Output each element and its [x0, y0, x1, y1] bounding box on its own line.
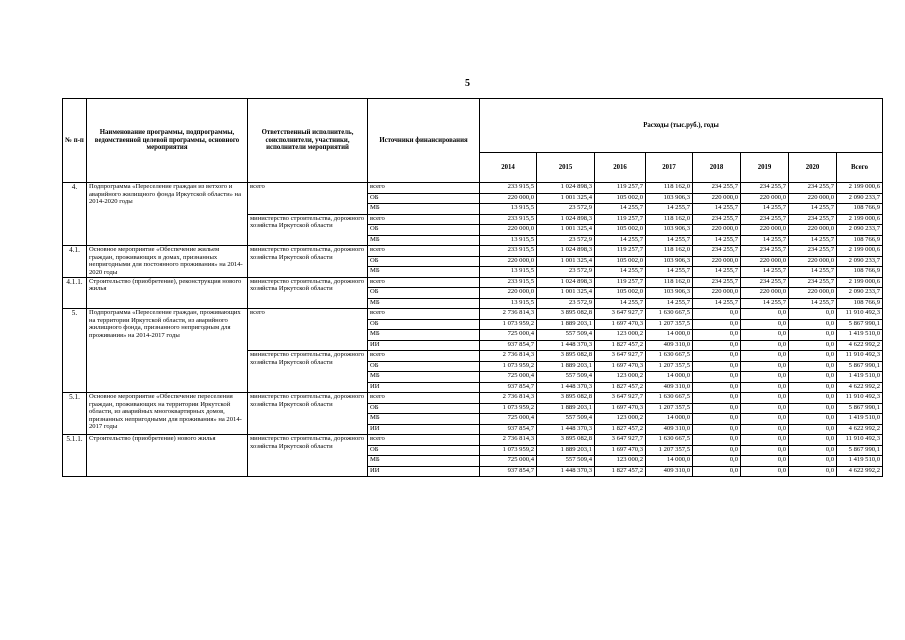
funding-source: МБ: [368, 235, 480, 246]
amount-cell: 220 000,0: [789, 288, 837, 299]
table-row: [63, 246, 883, 257]
amount-cell: 23 572,9: [537, 204, 595, 215]
amount-cell: 0,0: [741, 372, 789, 383]
funding-source: ОБ: [368, 288, 480, 299]
amount-cell: 119 257,7: [595, 246, 646, 257]
amount-cell: 0,0: [789, 372, 837, 383]
amount-cell: 2 090 233,7: [837, 193, 883, 204]
amount-cell: 0,0: [789, 309, 837, 320]
amount-cell: 220 000,0: [480, 256, 537, 267]
amount-cell: 14 255,7: [693, 235, 741, 246]
amount-cell: 14 255,7: [595, 204, 646, 215]
amount-cell: 1 827 457,2: [595, 382, 646, 393]
amount-cell: 0,0: [789, 340, 837, 351]
funding-source: ОБ: [368, 319, 480, 330]
amount-cell: 2 736 814,3: [480, 435, 537, 446]
table-row: [63, 277, 883, 288]
amount-cell: 14 255,7: [693, 204, 741, 215]
amount-cell: 234 255,7: [741, 183, 789, 194]
amount-cell: 233 915,5: [480, 183, 537, 194]
header-executor: Ответственный исполнитель, соисполнители, участники, исполнители мероприятий: [248, 99, 368, 183]
amount-cell: 14 255,7: [741, 204, 789, 215]
amount-cell: 5 867 990,1: [837, 361, 883, 372]
amount-cell: 123 000,2: [595, 330, 646, 341]
amount-cell: 1 889 203,1: [537, 319, 595, 330]
amount-cell: 0,0: [741, 319, 789, 330]
amount-cell: 0,0: [789, 466, 837, 477]
funding-source: ОБ: [368, 445, 480, 456]
row-executor: министерство строительства, дорожного хозяйства Иркутской области: [248, 214, 368, 246]
header-sources: Источники финансирования: [368, 99, 480, 183]
amount-cell: 233 915,5: [480, 277, 537, 288]
amount-cell: 220 000,0: [693, 225, 741, 236]
amount-cell: 0,0: [741, 330, 789, 341]
table-row: [63, 435, 883, 446]
funding-source: ИИ: [368, 382, 480, 393]
amount-cell: 234 255,7: [693, 246, 741, 257]
amount-cell: 233 915,5: [480, 246, 537, 257]
amount-cell: 2 199 000,6: [837, 246, 883, 257]
amount-cell: 1 073 959,2: [480, 445, 537, 456]
funding-source: МБ: [368, 456, 480, 467]
amount-cell: 234 255,7: [789, 214, 837, 225]
amount-cell: 2 736 814,3: [480, 393, 537, 404]
amount-cell: 1 207 357,5: [646, 445, 693, 456]
amount-cell: 13 915,5: [480, 298, 537, 309]
amount-cell: 220 000,0: [480, 225, 537, 236]
row-name: Основное мероприятие «Обеспечение жильем граждан, проживающих в домах, признанных непригодными для постоянного проживания» на 2014-2020 годы: [87, 246, 248, 278]
amount-cell: 4 622 992,2: [837, 340, 883, 351]
amount-cell: 0,0: [741, 424, 789, 435]
amount-cell: 13 915,5: [480, 235, 537, 246]
amount-cell: 1 448 370,3: [537, 382, 595, 393]
row-code: 4.1.1.: [63, 277, 87, 309]
amount-cell: 0,0: [741, 456, 789, 467]
amount-cell: 0,0: [741, 466, 789, 477]
amount-cell: 2 736 814,3: [480, 351, 537, 362]
amount-cell: 937 854,7: [480, 466, 537, 477]
amount-cell: 0,0: [789, 435, 837, 446]
amount-cell: 1 889 203,1: [537, 445, 595, 456]
amount-cell: 0,0: [741, 361, 789, 372]
row-executor: министерство строительства, дорожного хозяйства Иркутской области: [248, 435, 368, 477]
header-year: Всего: [837, 153, 883, 183]
funding-source: МБ: [368, 298, 480, 309]
amount-cell: 220 000,0: [741, 225, 789, 236]
amount-cell: 234 255,7: [693, 277, 741, 288]
amount-cell: 14 255,7: [693, 298, 741, 309]
amount-cell: 725 000,4: [480, 330, 537, 341]
funding-source: всего: [368, 183, 480, 194]
amount-cell: 0,0: [693, 330, 741, 341]
amount-cell: 725 000,4: [480, 372, 537, 383]
amount-cell: 4 622 992,2: [837, 424, 883, 435]
amount-cell: 234 255,7: [741, 246, 789, 257]
amount-cell: 2 199 000,6: [837, 183, 883, 194]
amount-cell: 118 162,0: [646, 277, 693, 288]
amount-cell: 234 255,7: [693, 183, 741, 194]
amount-cell: 937 854,7: [480, 382, 537, 393]
amount-cell: 1 024 898,3: [537, 246, 595, 257]
amount-cell: 1 448 370,3: [537, 466, 595, 477]
amount-cell: 14 255,7: [789, 298, 837, 309]
amount-cell: 725 000,4: [480, 414, 537, 425]
amount-cell: 11 910 492,3: [837, 435, 883, 446]
amount-cell: 3 895 082,8: [537, 435, 595, 446]
amount-cell: 0,0: [693, 319, 741, 330]
amount-cell: 4 622 992,2: [837, 382, 883, 393]
amount-cell: 1 024 898,3: [537, 277, 595, 288]
amount-cell: 0,0: [741, 309, 789, 320]
funding-source: всего: [368, 214, 480, 225]
amount-cell: 2 199 000,6: [837, 214, 883, 225]
amount-cell: 220 000,0: [480, 193, 537, 204]
amount-cell: 0,0: [693, 445, 741, 456]
funding-source: МБ: [368, 204, 480, 215]
amount-cell: 14 255,7: [595, 298, 646, 309]
amount-cell: 4 622 992,2: [837, 466, 883, 477]
amount-cell: 14 255,7: [789, 204, 837, 215]
amount-cell: 2 090 233,7: [837, 225, 883, 236]
amount-cell: 0,0: [693, 435, 741, 446]
funding-source: ОБ: [368, 403, 480, 414]
amount-cell: 409 310,0: [646, 340, 693, 351]
amount-cell: 0,0: [693, 393, 741, 404]
funding-source: всего: [368, 435, 480, 446]
amount-cell: 3 895 082,8: [537, 351, 595, 362]
amount-cell: 0,0: [789, 351, 837, 362]
amount-cell: 220 000,0: [741, 193, 789, 204]
row-code: 5.: [63, 309, 87, 393]
amount-cell: 220 000,0: [693, 256, 741, 267]
amount-cell: 108 766,9: [837, 235, 883, 246]
amount-cell: 105 002,0: [595, 193, 646, 204]
amount-cell: 119 257,7: [595, 277, 646, 288]
row-executor: министерство строительства, дорожного хозяйства Иркутской области: [248, 351, 368, 393]
amount-cell: 5 867 990,1: [837, 445, 883, 456]
amount-cell: 14 255,7: [789, 267, 837, 278]
amount-cell: 0,0: [741, 445, 789, 456]
amount-cell: 108 766,9: [837, 298, 883, 309]
funding-source: всего: [368, 309, 480, 320]
amount-cell: 14 255,7: [789, 235, 837, 246]
amount-cell: 234 255,7: [789, 183, 837, 194]
amount-cell: 1 001 325,4: [537, 288, 595, 299]
amount-cell: 0,0: [693, 456, 741, 467]
amount-cell: 0,0: [741, 403, 789, 414]
amount-cell: 0,0: [741, 382, 789, 393]
amount-cell: 5 867 990,1: [837, 403, 883, 414]
amount-cell: 23 572,9: [537, 298, 595, 309]
amount-cell: 23 572,9: [537, 235, 595, 246]
funding-source: МБ: [368, 330, 480, 341]
amount-cell: 23 572,9: [537, 267, 595, 278]
amount-cell: 1 889 203,1: [537, 403, 595, 414]
amount-cell: 0,0: [693, 424, 741, 435]
amount-cell: 1 889 203,1: [537, 361, 595, 372]
amount-cell: 0,0: [693, 382, 741, 393]
amount-cell: 105 002,0: [595, 256, 646, 267]
amount-cell: 0,0: [789, 361, 837, 372]
amount-cell: 1 001 325,4: [537, 256, 595, 267]
row-code: 4.1.: [63, 246, 87, 278]
amount-cell: 5 867 990,1: [837, 319, 883, 330]
row-executor: министерство строительства, дорожного хозяйства Иркутской области: [248, 277, 368, 309]
funding-source: всего: [368, 277, 480, 288]
amount-cell: 118 162,0: [646, 183, 693, 194]
amount-cell: 0,0: [741, 351, 789, 362]
amount-cell: 234 255,7: [741, 214, 789, 225]
amount-cell: 1 827 457,2: [595, 340, 646, 351]
amount-cell: 103 906,3: [646, 193, 693, 204]
amount-cell: 14 000,0: [646, 330, 693, 341]
header-year: 2015: [537, 153, 595, 183]
amount-cell: 234 255,7: [789, 277, 837, 288]
amount-cell: 14 255,7: [646, 267, 693, 278]
amount-cell: 2 736 814,3: [480, 309, 537, 320]
funding-source: ИИ: [368, 424, 480, 435]
table-row: [63, 393, 883, 404]
amount-cell: 3 647 927,7: [595, 309, 646, 320]
amount-cell: 1 630 667,5: [646, 309, 693, 320]
header-year: 2018: [693, 153, 741, 183]
row-name: Строительство (приобретение) нового жилья: [87, 435, 248, 477]
amount-cell: 14 255,7: [741, 267, 789, 278]
amount-cell: 3 895 082,8: [537, 309, 595, 320]
amount-cell: 14 000,0: [646, 456, 693, 467]
amount-cell: 119 257,7: [595, 214, 646, 225]
amount-cell: 1 630 667,5: [646, 351, 693, 362]
row-executor: всего: [248, 183, 368, 215]
funding-source: всего: [368, 351, 480, 362]
funding-source: МБ: [368, 414, 480, 425]
amount-cell: 234 255,7: [741, 277, 789, 288]
amount-cell: 234 255,7: [693, 214, 741, 225]
amount-cell: 1 024 898,3: [537, 214, 595, 225]
amount-cell: 220 000,0: [789, 256, 837, 267]
amount-cell: 0,0: [789, 319, 837, 330]
amount-cell: 220 000,0: [480, 288, 537, 299]
amount-cell: 14 255,7: [595, 235, 646, 246]
amount-cell: 103 906,3: [646, 288, 693, 299]
funding-source: ОБ: [368, 225, 480, 236]
amount-cell: 105 002,0: [595, 288, 646, 299]
amount-cell: 409 310,0: [646, 466, 693, 477]
amount-cell: 108 766,9: [837, 267, 883, 278]
amount-cell: 14 255,7: [646, 298, 693, 309]
amount-cell: 108 766,9: [837, 204, 883, 215]
amount-cell: 557 509,4: [537, 372, 595, 383]
amount-cell: 103 906,3: [646, 225, 693, 236]
amount-cell: 0,0: [741, 414, 789, 425]
amount-cell: 557 509,4: [537, 414, 595, 425]
amount-cell: 105 002,0: [595, 225, 646, 236]
amount-cell: 118 162,0: [646, 246, 693, 257]
amount-cell: 233 915,5: [480, 214, 537, 225]
amount-cell: 123 000,2: [595, 372, 646, 383]
amount-cell: 1 073 959,2: [480, 319, 537, 330]
amount-cell: 1 419 510,0: [837, 456, 883, 467]
amount-cell: 123 000,2: [595, 456, 646, 467]
amount-cell: 0,0: [693, 372, 741, 383]
amount-cell: 14 255,7: [646, 235, 693, 246]
funding-source: МБ: [368, 372, 480, 383]
amount-cell: 1 697 470,3: [595, 403, 646, 414]
amount-cell: 11 910 492,3: [837, 351, 883, 362]
row-executor: министерство строительства, дорожного хозяйства Иркутской области: [248, 393, 368, 435]
amount-cell: 0,0: [693, 351, 741, 362]
amount-cell: 1 001 325,4: [537, 225, 595, 236]
amount-cell: 1 073 959,2: [480, 403, 537, 414]
amount-cell: 1 001 325,4: [537, 193, 595, 204]
funding-source: ОБ: [368, 361, 480, 372]
funding-source: МБ: [368, 267, 480, 278]
amount-cell: 0,0: [693, 403, 741, 414]
header-year: 2014: [480, 153, 537, 183]
amount-cell: 14 255,7: [693, 267, 741, 278]
row-code: 4.: [63, 183, 87, 246]
amount-cell: 220 000,0: [693, 288, 741, 299]
header-year: 2020: [789, 153, 837, 183]
amount-cell: 0,0: [693, 361, 741, 372]
amount-cell: 118 162,0: [646, 214, 693, 225]
amount-cell: 1 697 470,3: [595, 319, 646, 330]
amount-cell: 0,0: [789, 382, 837, 393]
funding-source: всего: [368, 393, 480, 404]
amount-cell: 220 000,0: [741, 256, 789, 267]
header-year: 2019: [741, 153, 789, 183]
amount-cell: 3 647 927,7: [595, 393, 646, 404]
funding-source: ОБ: [368, 193, 480, 204]
header-expenses: Расходы (тыс.руб.), годы: [480, 99, 883, 153]
amount-cell: 1 207 357,5: [646, 361, 693, 372]
table-row: [63, 309, 883, 320]
amount-cell: 0,0: [789, 403, 837, 414]
amount-cell: 103 906,3: [646, 256, 693, 267]
amount-cell: 14 255,7: [741, 298, 789, 309]
amount-cell: 1 448 370,3: [537, 424, 595, 435]
amount-cell: 1 827 457,2: [595, 466, 646, 477]
amount-cell: 3 895 082,8: [537, 393, 595, 404]
table-row: [63, 183, 883, 194]
amount-cell: 3 647 927,7: [595, 435, 646, 446]
amount-cell: 14 000,0: [646, 372, 693, 383]
amount-cell: 1 630 667,5: [646, 393, 693, 404]
amount-cell: 0,0: [693, 414, 741, 425]
row-executor: всего: [248, 309, 368, 351]
amount-cell: 0,0: [741, 393, 789, 404]
amount-cell: 123 000,2: [595, 414, 646, 425]
row-name: Подпрограмма «Переселение граждан из ветхого и аварийного жилищного фонда Иркутской области» на 2014-2020 годы: [87, 183, 248, 246]
amount-cell: 0,0: [741, 435, 789, 446]
funding-source: ИИ: [368, 466, 480, 477]
amount-cell: 14 255,7: [741, 235, 789, 246]
header-year: 2017: [646, 153, 693, 183]
amount-cell: 937 854,7: [480, 424, 537, 435]
amount-cell: 1 630 667,5: [646, 435, 693, 446]
amount-cell: 119 257,7: [595, 183, 646, 194]
amount-cell: 725 000,4: [480, 456, 537, 467]
amount-cell: 409 310,0: [646, 424, 693, 435]
amount-cell: 2 090 233,7: [837, 256, 883, 267]
amount-cell: 409 310,0: [646, 382, 693, 393]
amount-cell: 14 255,7: [595, 267, 646, 278]
row-name: Основное мероприятие «Обеспечение переселения граждан, проживающих на территории Иркутской области, из аварийных многоквартирных домов, признанных непригодными для проживания» на 2014-2017 годы: [87, 393, 248, 435]
amount-cell: 2 199 000,6: [837, 277, 883, 288]
header-name: Наименование программы, подпрограммы, ведомственной целевой программы, основного мероприятия: [87, 99, 248, 183]
funding-source: ИИ: [368, 340, 480, 351]
amount-cell: 0,0: [693, 340, 741, 351]
amount-cell: 220 000,0: [693, 193, 741, 204]
amount-cell: 0,0: [789, 414, 837, 425]
amount-cell: 220 000,0: [741, 288, 789, 299]
row-executor: министерство строительства, дорожного хозяйства Иркутской области: [248, 246, 368, 278]
row-code: 5.1.: [63, 393, 87, 435]
amount-cell: 0,0: [789, 393, 837, 404]
amount-cell: 13 915,5: [480, 204, 537, 215]
amount-cell: 1 827 457,2: [595, 424, 646, 435]
row-name: Подпрограмма «Переселение граждан, проживающих на территории Иркутской области, из аварийного жилищного фонда, признанного непригодным для проживания» на 2014-2017 годы: [87, 309, 248, 393]
amount-cell: 0,0: [741, 340, 789, 351]
amount-cell: 11 910 492,3: [837, 309, 883, 320]
amount-cell: 1 448 370,3: [537, 340, 595, 351]
amount-cell: 1 207 357,5: [646, 319, 693, 330]
amount-cell: 1 419 510,0: [837, 372, 883, 383]
amount-cell: 14 255,7: [646, 204, 693, 215]
amount-cell: 1 697 470,3: [595, 445, 646, 456]
row-name: Строительство (приобретение), реконструкция нового жилья: [87, 277, 248, 309]
funding-source: всего: [368, 246, 480, 257]
amount-cell: 1 207 357,5: [646, 403, 693, 414]
amount-cell: 1 024 898,3: [537, 183, 595, 194]
amount-cell: 11 910 492,3: [837, 393, 883, 404]
amount-cell: 220 000,0: [789, 193, 837, 204]
amount-cell: 1 419 510,0: [837, 414, 883, 425]
amount-cell: 557 509,4: [537, 456, 595, 467]
amount-cell: 13 915,5: [480, 267, 537, 278]
amount-cell: 1 419 510,0: [837, 330, 883, 341]
amount-cell: 0,0: [789, 456, 837, 467]
header-year: 2016: [595, 153, 646, 183]
page-number: 5: [465, 78, 470, 89]
amount-cell: 0,0: [693, 309, 741, 320]
amount-cell: 220 000,0: [789, 225, 837, 236]
header-num: № п-п: [63, 99, 87, 183]
amount-cell: 1 073 959,2: [480, 361, 537, 372]
amount-cell: 234 255,7: [789, 246, 837, 257]
funding-source: ОБ: [368, 256, 480, 267]
amount-cell: 0,0: [789, 330, 837, 341]
amount-cell: 1 697 470,3: [595, 361, 646, 372]
amount-cell: 937 854,7: [480, 340, 537, 351]
amount-cell: 0,0: [693, 466, 741, 477]
amount-cell: 0,0: [789, 445, 837, 456]
amount-cell: 3 647 927,7: [595, 351, 646, 362]
amount-cell: 2 090 233,7: [837, 288, 883, 299]
row-code: 5.1.1.: [63, 435, 87, 477]
budget-table: [62, 98, 883, 477]
amount-cell: 0,0: [789, 424, 837, 435]
amount-cell: 557 509,4: [537, 330, 595, 341]
amount-cell: 14 000,0: [646, 414, 693, 425]
